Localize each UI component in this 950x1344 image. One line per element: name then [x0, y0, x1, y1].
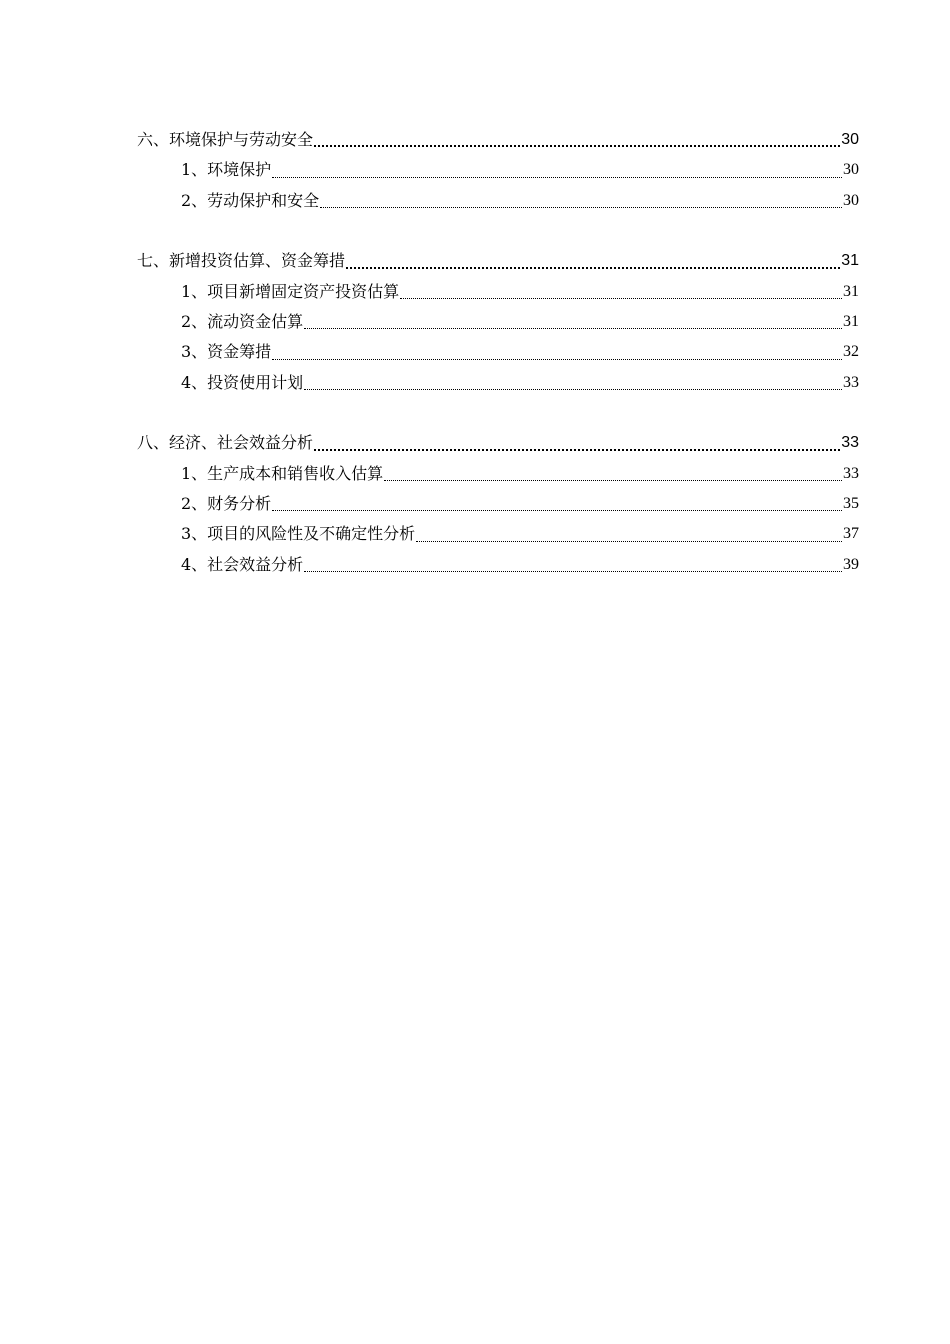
toc-page-number: 33: [841, 434, 859, 452]
toc-item[interactable]: [137, 459, 859, 489]
toc-item-title: 3、项目的风险性及不确定性分析: [181, 524, 416, 544]
toc-item[interactable]: [137, 155, 859, 185]
dot-leader: [384, 480, 842, 481]
toc-page-number: 33: [843, 373, 859, 391]
toc-item[interactable]: [137, 489, 859, 519]
toc-heading[interactable]: [137, 428, 859, 458]
toc-item-title: 1、生产成本和销售收入估算: [181, 463, 384, 483]
toc-heading-title: 六、环境保护与劳动安全: [137, 129, 314, 149]
toc-item-title: 2、流动资金估算: [181, 311, 304, 331]
dot-leader: [314, 449, 840, 451]
toc-heading[interactable]: [137, 125, 859, 155]
toc-page-number: 30: [843, 161, 859, 179]
toc-page-number: 30: [841, 130, 859, 148]
toc-page-number: 37: [843, 525, 859, 543]
toc-item[interactable]: [137, 519, 859, 549]
toc-item[interactable]: [137, 277, 859, 307]
dot-leader: [400, 298, 842, 299]
toc-page-number: 31: [843, 312, 859, 330]
toc-section-8: [137, 428, 859, 580]
toc-item-title: 4、投资使用计划: [181, 372, 304, 392]
toc-page-number: 31: [843, 282, 859, 300]
dot-leader: [314, 145, 840, 147]
table-of-contents: [137, 125, 859, 610]
toc-item-title: 2、财务分析: [181, 493, 272, 513]
toc-item-title: 1、项目新增固定资产投资估算: [181, 281, 400, 301]
toc-page-number: 33: [843, 464, 859, 482]
toc-page-number: 35: [843, 494, 859, 512]
toc-heading[interactable]: [137, 246, 859, 276]
dot-leader: [272, 177, 842, 178]
toc-item-title: 2、劳动保护和安全: [181, 190, 320, 210]
dot-leader: [304, 571, 842, 572]
toc-section-6: [137, 125, 859, 216]
toc-page-number: 39: [843, 555, 859, 573]
toc-page-number: 30: [843, 191, 859, 209]
toc-item[interactable]: [137, 186, 859, 216]
dot-leader: [346, 267, 840, 269]
toc-section-7: [137, 246, 859, 398]
toc-page-number: 32: [843, 343, 859, 361]
toc-item[interactable]: [137, 307, 859, 337]
toc-item-title: 1、环境保护: [181, 160, 272, 180]
toc-item[interactable]: [137, 550, 859, 580]
toc-item-title: 3、资金筹措: [181, 342, 272, 362]
toc-item[interactable]: [137, 368, 859, 398]
toc-page-number: 31: [841, 252, 859, 270]
dot-leader: [416, 541, 842, 542]
toc-item-title: 4、社会效益分析: [181, 554, 304, 574]
dot-leader: [304, 389, 842, 390]
toc-item[interactable]: [137, 337, 859, 367]
dot-leader: [304, 328, 842, 329]
toc-heading-title: 八、经济、社会效益分析: [137, 433, 314, 453]
toc-heading-title: 七、新增投资估算、资金筹措: [137, 251, 346, 271]
dot-leader: [320, 207, 842, 208]
dot-leader: [272, 359, 842, 360]
dot-leader: [272, 510, 842, 511]
